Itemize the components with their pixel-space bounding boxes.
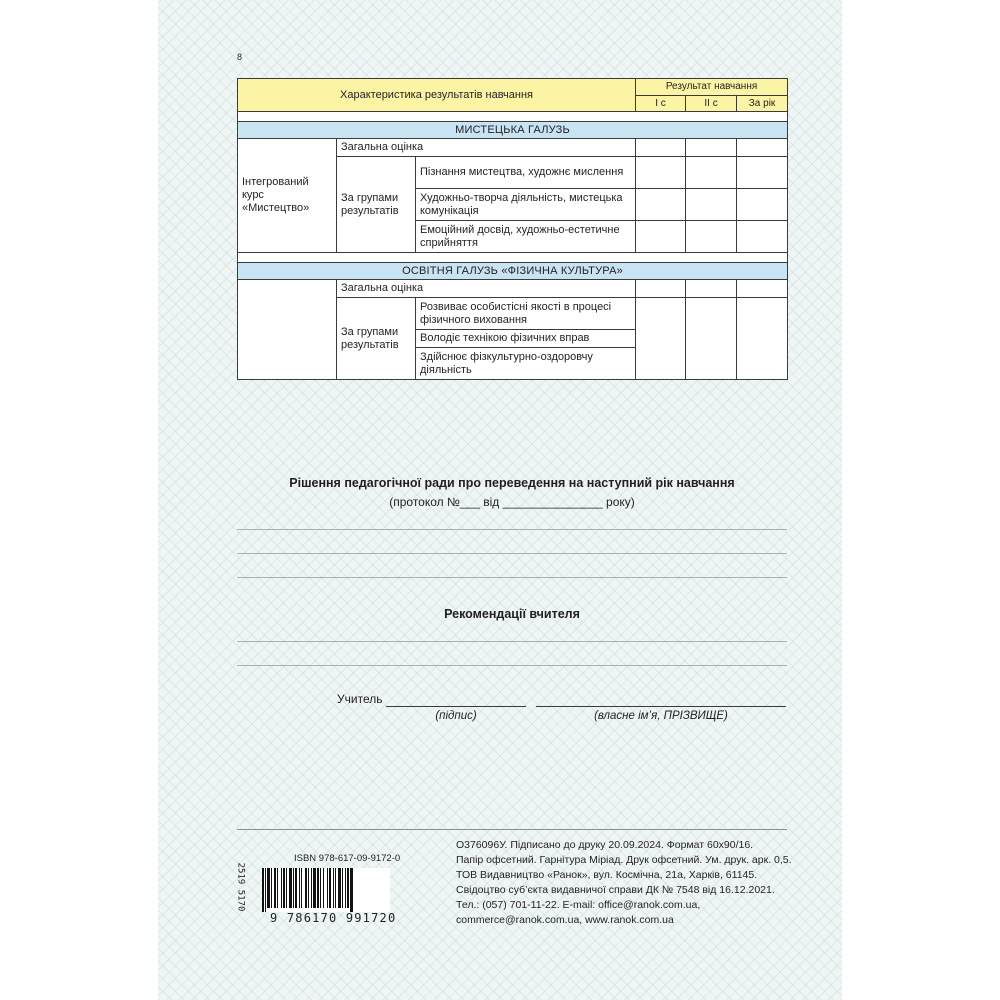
grade-cell[interactable] <box>636 298 686 380</box>
pe-group-label: За групами результатів <box>337 298 416 380</box>
barcode-digits: 9 786170 991720 <box>270 911 397 925</box>
grade-cell[interactable] <box>636 139 686 157</box>
writing-line[interactable] <box>237 577 787 578</box>
grade-cell[interactable] <box>737 221 788 253</box>
grade-cell[interactable] <box>636 221 686 253</box>
pe-result-row: Розвиває особистісні якості в процесі фізичного виховання <box>416 298 636 330</box>
course-art: Інтегрований курс «Мистецтво» <box>238 139 337 253</box>
pe-result-row: Володіє технікою фізичних вправ <box>416 330 636 348</box>
grade-cell[interactable] <box>686 189 737 221</box>
imprint-line: commerce@ranok.com.ua, www.ranok.com.ua <box>456 914 674 926</box>
signature-line[interactable] <box>386 706 526 707</box>
results-table <box>237 78 788 380</box>
isbn-text: ISBN 978-617-09-9172-0 <box>294 853 401 864</box>
grade-cell[interactable] <box>686 280 737 298</box>
art-group-label: За групами результатів <box>337 157 416 253</box>
grade-cell[interactable] <box>737 298 788 380</box>
grade-cell[interactable] <box>737 157 788 189</box>
name-line[interactable] <box>536 706 786 707</box>
pe-result-row: Здійснює фізкультурно-оздоровчу діяльність <box>416 348 636 380</box>
writing-line[interactable] <box>237 553 787 554</box>
header-result: Результат навчання <box>636 79 788 96</box>
writing-line[interactable] <box>237 665 787 666</box>
grade-cell[interactable] <box>636 280 686 298</box>
imprint-block <box>456 838 796 928</box>
barcode-side-code: 2519 5170 <box>235 862 246 912</box>
grade-cell[interactable] <box>686 139 737 157</box>
imprint-line: Папір офсетний. Гарнітура Міріад. Друк офсетний. Ум. друк. арк. 0,5. <box>456 854 792 866</box>
footer-divider <box>237 829 787 830</box>
grade-cell[interactable] <box>686 298 737 380</box>
imprint-line: Свідоцтво суб’єкта видавничої справи ДК № 7548 від 16.12.2021. <box>456 884 775 896</box>
writing-line[interactable] <box>237 641 787 642</box>
grade-cell[interactable] <box>737 139 788 157</box>
grade-cell[interactable] <box>636 157 686 189</box>
art-general-label: Загальна оцінка <box>337 139 636 157</box>
writing-line[interactable] <box>237 529 787 530</box>
recommendations-title: Рекомендації вчителя <box>444 607 580 621</box>
signature-caption: (підпис) <box>435 710 477 722</box>
header-semester-1: I с <box>636 95 686 112</box>
grade-cell[interactable] <box>737 189 788 221</box>
barcode-block <box>235 850 446 930</box>
header-characteristic: Характеристика результатів навчання <box>238 79 636 112</box>
table-spacer <box>238 253 788 263</box>
art-result-row: Емоційний досвід, художньо-естетичне сприйняття <box>416 221 636 253</box>
grade-cell[interactable] <box>686 221 737 253</box>
decision-title: Рішення педагогічної ради про переведення на наступний рік навчання <box>289 476 735 490</box>
grade-cell[interactable] <box>636 189 686 221</box>
grade-cell[interactable] <box>686 157 737 189</box>
teacher-label: Учитель <box>337 692 383 706</box>
art-result-row: Художньо-творча діяльність, мистецька комунікація <box>416 189 636 221</box>
imprint-line: О376096У. Підписано до друку 20.09.2024. Формат 60х90/16. <box>456 839 754 851</box>
imprint-line: ТОВ Видавництво «Ранок», вул. Космічна, 21а, Харків, 61145. <box>456 869 758 881</box>
section-art-title: МИСТЕЦЬКА ГАЛУЗЬ <box>238 122 788 139</box>
table-spacer <box>238 112 788 122</box>
barcode-image <box>262 868 390 912</box>
page-number: 8 <box>237 52 243 62</box>
name-caption: (власне ім’я, ПРІЗВИЩЕ) <box>594 710 728 722</box>
pe-general-label: Загальна оцінка <box>337 280 636 298</box>
grade-cell[interactable] <box>737 280 788 298</box>
header-year: За рік <box>737 95 788 112</box>
section-pe-title: ОСВІТНЯ ГАЛУЗЬ «ФІЗИЧНА КУЛЬТУРА» <box>238 263 788 280</box>
decision-protocol: (протокол №___ від _______________ року) <box>389 495 635 509</box>
imprint-line: Тел.: (057) 701-11-22. E-mail: office@ranok.com.ua, <box>456 899 701 911</box>
course-pe-empty <box>238 280 337 380</box>
barcode-bar <box>353 868 354 912</box>
art-result-row: Пізнання мистецтва, художнє мислення <box>416 157 636 189</box>
header-semester-2: II с <box>686 95 737 112</box>
